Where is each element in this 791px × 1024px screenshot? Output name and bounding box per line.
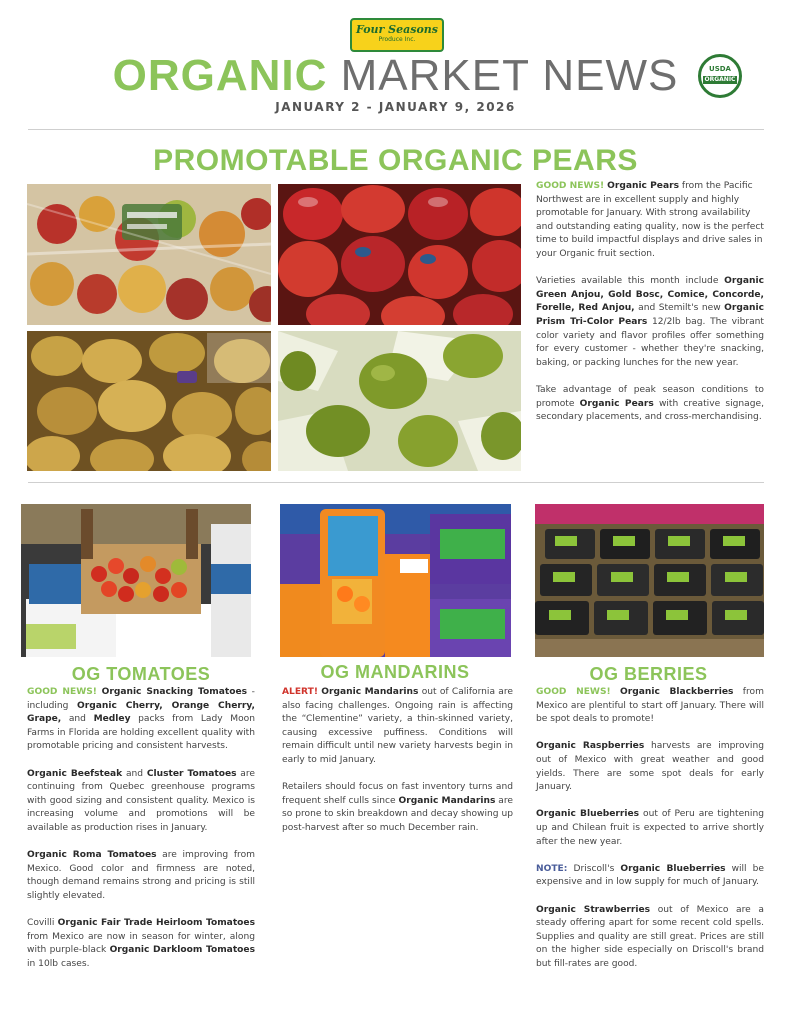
masthead-organic: ORGANIC [112,51,328,100]
bosc-pears-photo [27,331,271,471]
tomatoes-paragraph-3 [27,849,255,903]
body-text: Varieties available this month include [536,276,725,287]
body-text: and [122,768,147,779]
body-text: 12/2lb bag. The vibrant color variety and flavor profiles offer something for every customer - whether they're snacking, baking, or packing lunches for the new year. [536,316,764,368]
berries-paragraph-2 [536,740,764,794]
bold-text: Organic Darkloom Tomatoes [109,945,255,956]
logo-subtext: Produce Inc. [378,36,416,43]
mandarins-photo [280,504,511,657]
body-text: Take advantage of peak season conditions to promote [536,384,764,409]
good-news-label: GOOD NEWS! [536,181,605,191]
bold-text: Organic Roma Tomatoes [27,850,157,861]
bold-text: Organic Pears [579,398,654,409]
issue-date: JANUARY 2 - JANUARY 9, 2026 [275,100,516,114]
body-text: Retailers should focus on fast inventory turns and frequent shelf culls since [282,782,513,806]
bold-text: Organic Pears [607,181,679,191]
red-anjou-pears-photo [278,184,521,325]
bold-text: Organic Raspberries [536,741,645,752]
bold-text: Organic Fair Trade Heirloom Tomatoes [57,918,255,929]
pears-paragraph-2 [536,275,764,370]
body-text: - including [27,687,255,711]
green-pears-photo [278,331,521,471]
berries-paragraph-5 [536,904,764,972]
tomatoes-title: OG TOMATOES [71,664,211,684]
pears-paragraph-1 [536,180,764,262]
mandarins-article [282,686,513,849]
tomatoes-article [27,686,255,985]
seal-usda-text: USDA [709,65,731,73]
pears-paragraph-3 [536,384,764,425]
section-divider [28,482,764,483]
berries-title: OG BERRIES [589,664,708,684]
body-text: out of Peru are tightening up and Chilean fruit is expected to arrive shortly after the new year. [536,809,764,847]
tomatoes-paragraph-2 [27,768,255,836]
berries-paragraph-3 [536,808,764,849]
feature-title: PROMOTABLE ORGANIC PEARS [153,144,638,177]
tomatoes-photo [21,504,251,657]
body-text: will be expensive and in low supply for much of January. [536,863,764,888]
tomatoes-paragraph-4 [27,917,255,971]
note-label: NOTE: [536,863,568,874]
berries-article [536,686,764,985]
mandarins-paragraph-2 [282,781,513,835]
bold-text: Cluster Tomatoes [146,768,237,779]
bold-text: Organic Beefsteak [27,768,123,779]
mandarins-paragraph-1 [282,686,513,768]
good-news-label: GOOD NEWS! [27,687,97,697]
logo-text: Four Seasons [356,23,438,36]
body-text: are so prone to skin breakdown and decay showing up post-harvest after so much December rain. [282,795,513,833]
body-text: harvests are improving out of Mexico with great weather and good yields. There are some spot deals for early January. [536,741,764,793]
bold-text: Organic Mandarins [321,687,419,697]
body-text: out of California are also facing challenges. Ongoing rain is affecting the “Clementine” variety, a thin-skinned variety, causing excessive puffiness. Conditions will remain difficult until new variety harvests begin in early to mid January. [282,687,513,765]
body-text: with creative signage, secondary placements, and cross-merchandising. [536,398,764,423]
body-text: and [61,714,94,725]
masthead [0,52,791,100]
bold-text: Organic Prism Tri-Color Pears [536,303,764,327]
alert-label: ALERT! [282,687,318,697]
bold-text: Organic Cherry, Orange Cherry, Grape, [27,700,256,725]
bold-text: Organic Green Anjou, Gold Bosc, Comice, Concorde, Forelle, Red Anjou, [536,276,764,314]
bold-text: Organic Blueberries [620,863,726,874]
berries-photo [535,504,764,657]
usda-organic-seal-icon [698,54,742,98]
berries-paragraph-4 [536,863,764,890]
masthead-market-news: MARKET NEWS [340,51,679,100]
body-text: are continuing from Quebec greenhouse programs with good sizing and consistent quality. Mexico is increasing volume and promotions will be available as production rises in January. [27,768,255,833]
body-text: from Mexico are now in season for winter, along with purple-black [27,931,255,956]
body-text: out of Mexico are a steady offering apart for some recent cold spells. Supplies and quality are still great. Prices are still on the higher side especially on Driscoll's brand but fill-rates are good. [536,904,764,969]
header-divider [28,129,764,130]
bold-text: Organic Blackberries [620,687,734,697]
body-text: Covilli [27,918,58,929]
body-text: from Mexico are plentiful to start off January. There will be spot deals to promote! [536,687,764,725]
body-text: packs from Lady Moon Farms in Florida are holding excellent quality with promotable pricing and consistent harvests. [27,714,256,752]
good-news-label: GOOD NEWS! [536,687,611,697]
body-text: and Stemilt's new [634,303,725,314]
pears-in-bags-photo [27,184,271,325]
bold-text: Organic Snacking Tomatoes [101,687,248,697]
tomatoes-paragraph-1 [27,686,255,754]
body-text: Driscoll's [567,863,621,874]
body-text: in 10lb cases. [27,958,90,969]
bold-text: Organic Strawberries [536,904,651,915]
berries-paragraph-1 [536,686,764,727]
four-seasons-logo [350,18,444,52]
bold-text: Organic Mandarins [398,795,496,806]
mandarins-title: OG MANDARINS [320,662,470,682]
pears-article [536,180,764,438]
seal-organic-text: ORGANIC [704,76,736,83]
bold-text: Medley [93,714,131,725]
body-text: from the Pacific Northwest are in excellent supply and highly promotable for January. With strong availability and outstanding eating quality, now is the perfect time to build impactful displays and drive sales in your Organic fruit section. [536,181,764,259]
bold-text: Organic Blueberries [536,809,640,820]
body-text: are improving from Mexico. Good color and firmness are noted, though demand remains strong and pricing is still slightly elevated. [27,850,255,901]
